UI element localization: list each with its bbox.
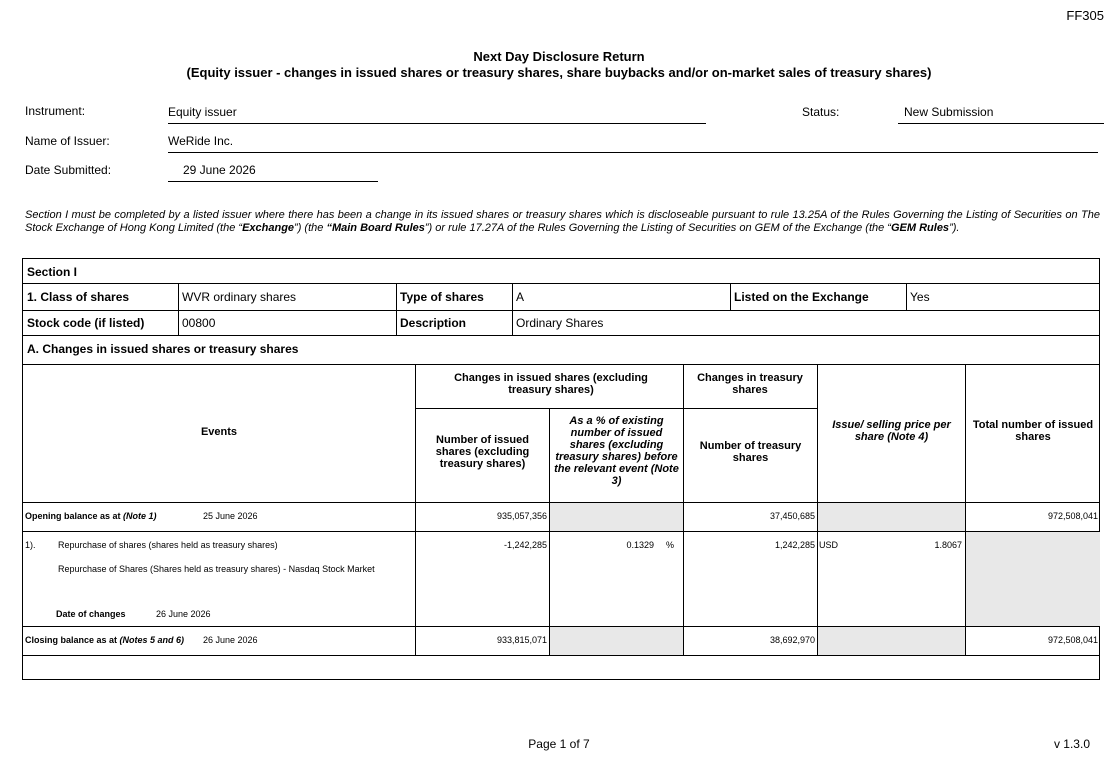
description-value: Ordinary Shares [516,316,604,330]
intro-text-4: ”). [949,222,960,234]
gray-closing-price [817,627,965,655]
class-value: WVR ordinary shares [182,290,297,304]
opening-date: 25 June 2026 [203,511,258,521]
header-events: Events [200,426,238,438]
event-currency: USD [819,540,839,550]
header-num-treasury: Number of treasury shares [699,440,802,464]
gray-event-total [965,532,1100,626]
status-value: New Submission [898,105,1104,124]
page-subtitle: (Equity issuer - changes in issued shares or treasury shares, share buybacks and/or on-market sales of treasury shares) [186,65,932,80]
header-treasury-group: Changes in treasury shares [697,372,803,396]
closing-total: 972,508,041 [1047,635,1098,645]
closing-issued: 933,815,071 [496,635,547,645]
page-title: Next Day Disclosure Return [473,49,645,64]
gray-closing-pct [550,627,683,655]
instrument-value: Equity issuer [168,105,706,124]
event-number: 1). [25,540,36,550]
event-pct-unit: % [666,540,675,550]
event-treasury: 1,242,285 [774,540,815,550]
section-title: Section I [27,265,78,279]
header-issued-group: Changes in issued shares (excluding treasury shares) [454,372,648,396]
intro-text-3: ”) or rule 17.27A of the Rules Governing the Listing of Securities on GEM of the Exchange (the “ [424,222,891,234]
header-num-issued: Number of issued shares (excluding treasury shares) [435,434,530,470]
opening-issued: 935,057,356 [496,511,547,521]
issuer-label: Name of Issuer: [25,134,110,148]
description-label: Description [400,316,467,330]
header-price: Issue/ selling price per share (Note 4) [832,419,951,443]
event-issued: -1,242,285 [503,540,547,550]
gray-opening-price [817,503,965,531]
stock-code-value: 00800 [182,316,216,330]
closing-note: (Notes 5 and 6) [119,635,185,645]
closing-treasury: 38,692,970 [769,635,815,645]
header-total: Total number of issued shares [972,419,1094,443]
type-label: Type of shares [400,290,484,304]
intro-gem: GEM Rules [890,222,950,234]
instrument-label: Instrument: [25,104,86,118]
form-code: FF305 [1066,8,1104,23]
event-title: Repurchase of shares (shares held as treasury shares) [58,540,278,550]
listed-value: Yes [910,290,930,304]
event-date: 26 June 2026 [156,609,211,619]
opening-total: 972,508,041 [1047,511,1098,521]
opening-treasury: 37,450,685 [769,511,815,521]
intro-main-board: “Main Board Rules [326,222,425,234]
intro-text-2: ”) (the [294,222,327,234]
closing-label-text: Closing balance as at [25,635,120,645]
opening-label [25,511,157,521]
opening-label-text: Opening balance as at [25,511,124,521]
type-value: A [516,290,525,304]
closing-label [25,635,184,645]
listed-label: Listed on the Exchange [734,290,869,304]
date-submitted-value: 29 June 2026 [168,163,378,182]
changes-title: A. Changes in issued shares or treasury shares [27,342,299,356]
intro-paragraph [25,209,1100,235]
class-label: 1. Class of shares [27,290,130,304]
status-label: Status: [802,105,840,119]
event-date-label: Date of changes [56,609,126,619]
intro-text-1: Section I must be completed by a listed issuer where there has been a change in its issued shares or treasury shares which is discloseable pursuant to rule 13.25A of the Rules Governing the Listing of Securities on The Stock Exchange of Hong Kong Limited (the “ [25,209,1100,234]
stock-code-label: Stock code (if listed) [27,316,145,330]
event-price: 1.8067 [934,540,962,550]
header-pct: As a % of existing number of issued shares (excluding treasury shares) before the relevant event (Note 3) [554,415,679,487]
intro-exchange: Exchange [242,222,295,234]
event-detail: Repurchase of Shares (Shares held as treasury shares) - Nasdaq Stock Market [58,564,375,574]
date-submitted-label: Date Submitted: [25,163,112,177]
page-number: Page 1 of 7 [528,737,590,751]
section-i-box [22,258,1100,680]
gray-opening-pct [550,503,683,531]
opening-note: (Note 1) [123,511,157,521]
closing-date: 26 June 2026 [203,635,258,645]
version: v 1.3.0 [1053,737,1090,751]
issuer-value: WeRide Inc. [168,134,1098,153]
event-pct: 0.1329 [626,540,654,550]
